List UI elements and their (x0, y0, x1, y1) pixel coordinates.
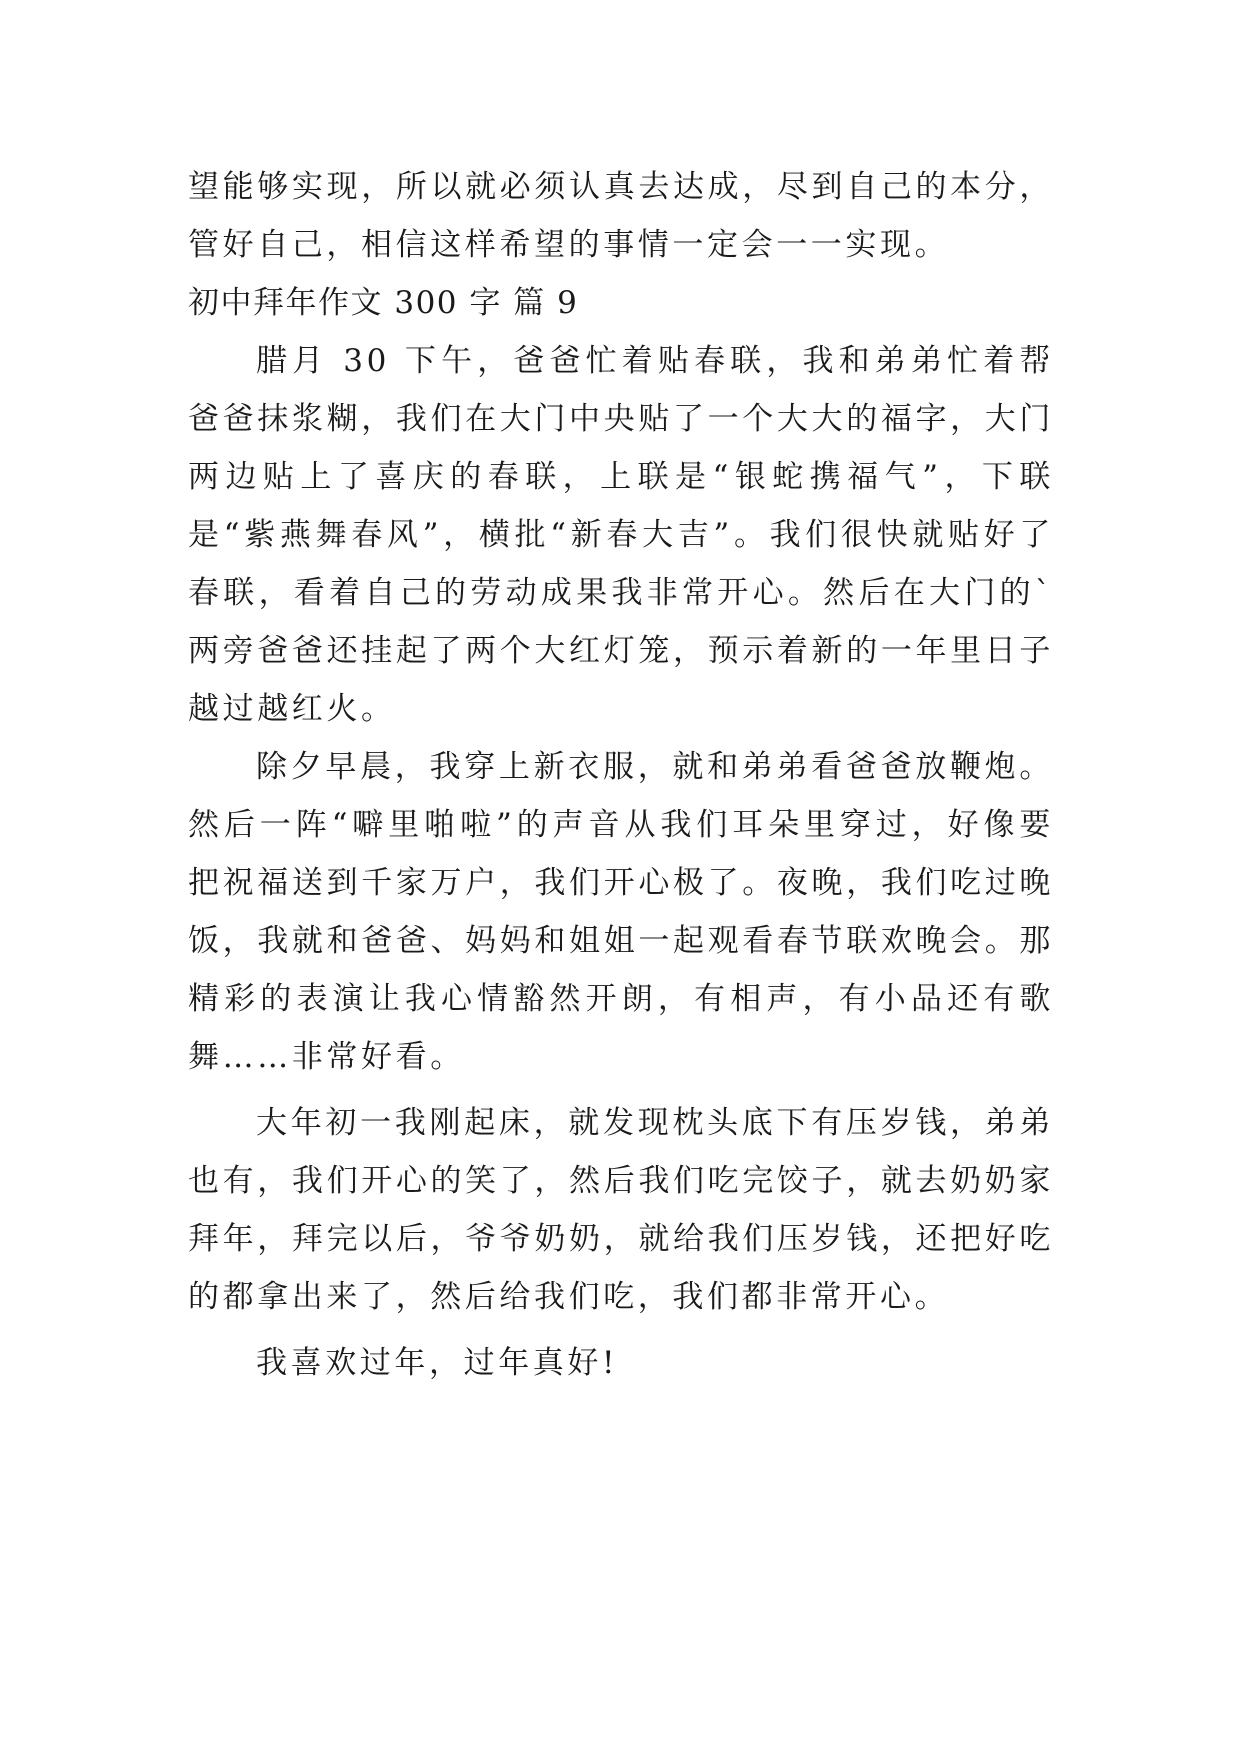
paragraph-3: 大年初一我刚起床，就发现枕头底下有压岁钱，弟弟也有，我们开心的笑了，然后我们吃完饺子，就去奶奶家拜年，拜完以后，爷爷奶奶，就给我们压岁钱，还把好吃的都拿出来了，然后给我们吃，我们都非常开心。 (188, 1105, 1054, 1315)
paragraph-4: 我喜欢过年，过年真好! (256, 1345, 619, 1381)
section-title: 初中拜年作文 300 字 篇 9 (188, 285, 579, 321)
paragraph-1: 腊月 30 下午，爸爸忙着贴春联，我和弟弟忙着帮爸爸抹浆糊，我们在大门中央贴了一个大大的福字，大门两边贴上了喜庆的春联，上联是“银蛇携福气”，下联是“紫燕舞春风”，横批“新春大吉”。我们很快就贴好了春联，看着自己的劳动成果我非常开心。然后在大门的`两旁爸爸还挂起了两个大红灯笼，预示着新的一年里日子越过越红火。 (188, 343, 1054, 727)
continuation-paragraph: 望能够实现，所以就必须认真去达成，尽到自己的本分，管好自己，相信这样希望的事情一定会一一实现。 (188, 169, 1054, 263)
document-body (188, 158, 1054, 1392)
paragraph-2: 除夕早晨，我穿上新衣服，就和弟弟看爸爸放鞭炮。然后一阵“噼里啪啦”的声音从我们耳朵里穿过，好像要把祝福送到千家万户，我们开心极了。夜晚，我们吃过晚饭，我就和爸爸、妈妈和姐姐一起观看春节联欢晚会。那精彩的表演让我心情豁然开朗，有相声，有小品还有歌舞……非常好看。 (188, 749, 1054, 1075)
